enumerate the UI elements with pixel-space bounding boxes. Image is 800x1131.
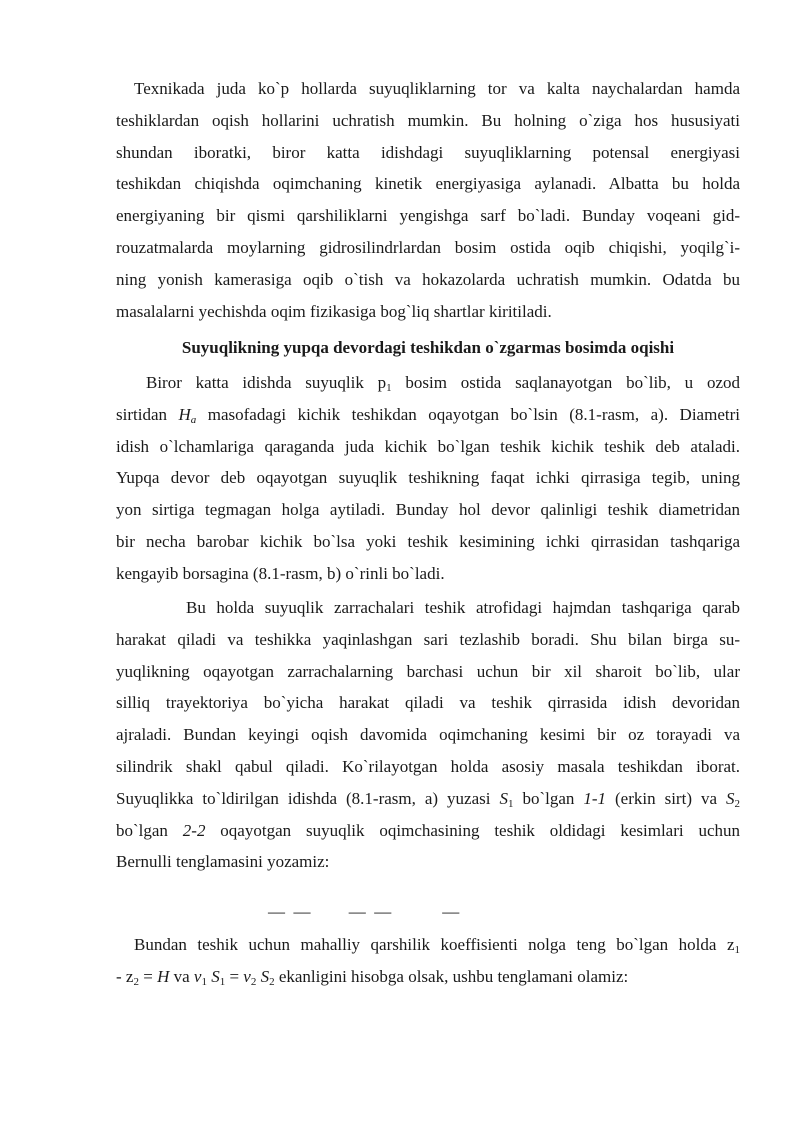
text-line: yuqlikning oqayotgan zarrachalarning barchasi uchun bir xil sharoit bo`lib, ular — [116, 661, 740, 681]
text-line: Suyuqlikka to`ldirilgan idishda (8.1-rasm, a) yuzasi $S_1$ bo`lgan 1-1 (erkin sirt) va $S_2$ — [116, 788, 740, 810]
text-line: - $z_2 = H$ va $v_1$ $S_1 = v_2$ $S_2$ ekanligini hisobga olsak, ushbu tenglamani olamiz: — [116, 966, 629, 988]
text-line: Yupqa devor deb oqayotgan suyuqlik teshikning faqat ichki qirrasiga tegib, uning — [116, 468, 740, 488]
text-line: idish o`lchamlariga qaraganda juda kichik bo`lgan teshik kichik teshik deb ataladi. — [116, 436, 740, 456]
text-line: Bu holda suyuqlik zarrachalari teshik atrofidagi hajmdan tashqariga qarab — [186, 598, 740, 617]
text-line: shundan iboratki, biror katta idishdagi suyuqliklarning potensal energiyasi — [116, 142, 740, 162]
text-line: ning yonish kamerasiga oqib o`tish va hokazolarda uchratish mumkin. Odatda bu — [116, 269, 740, 289]
text-line: masalalarni yechishda oqim fizikasiga bog`liq shartlar kiritiladi. — [116, 301, 552, 321]
text-line: teshikdan chiqishda oqimchaning kinetik energiyasiga aylanadi. Albatta bu holda — [116, 174, 740, 194]
text-line: teshiklardan oqish hollarini uchratish mumkin. Bu holning o`ziga hos hususiyati — [116, 110, 740, 130]
text-line: Biror katta idishda suyuqlik $p_1$ bosim ostida saqlanayotgan bo`lib, u ozod — [146, 373, 740, 394]
text-line: silliq trayektoriya bo`yicha harakat qiladi va teshik qirrasida idish devoridan — [116, 693, 740, 713]
text-line: bo`lgan 2-2 oqayotgan suyuqlik oqimchasining teshik oldidagi kesimlari uchun — [116, 820, 740, 840]
text-line: energiyaning bir qismi qarshiliklarni yengishga sarf bo`ladi. Bunday voqeani gid- — [116, 206, 740, 226]
text-line: rouzatmalarda moylarning gidrosilindrlardan bosim ostida oqib chiqishi, yoqilg`i- — [116, 237, 740, 257]
paragraph-intro — [116, 73, 740, 327]
equation-placeholder: — — — — — — [268, 902, 460, 921]
paragraph-conclusion — [116, 929, 740, 993]
text-line: sirtidan $H_a$ masofadagi kichik teshikdan oqayotgan bo`lsin (8.1-rasm, a). Diametri — [116, 404, 740, 426]
text-line: bir necha barobar kichik bo`lsa yoki teshik kesimining ichki qirrasidan tashqariga — [116, 531, 740, 551]
section-title: Suyuqlikning yupqa devordagi teshikdan o`zgarmas bosimda oqishi — [181, 338, 675, 357]
text-line: kengayib borsagina (8.1-rasm, b) o`rinli bo`ladi. — [116, 563, 445, 583]
text-line: yon sirtiga tegmagan holga aytiladi. Bunday hol devor qalinligi teshik diametridan — [116, 500, 740, 520]
paragraph-definition — [116, 367, 740, 590]
text-line: silindrik shakl qabul qiladi. Ko`rilayotgan holda asosiy masala teshikdan iborat. — [116, 756, 740, 776]
paragraph-flow — [116, 592, 740, 878]
text-line: Texnikada juda ko`p hollarda suyuqliklarning tor va kalta naychalardan hamda — [134, 79, 740, 98]
text-line: harakat qiladi va teshikka yaqinlashgan sari tezlashib boradi. Shu bilan birga su- — [116, 629, 740, 649]
text-line: Bundan teshik uchun mahalliy qarshilik koeffisienti nolga teng bo`lgan holda $z_1$ — [134, 935, 740, 956]
text-line: Bernulli tenglamasini yozamiz: — [116, 852, 330, 872]
text-line: ajraladi. Bundan keyingi oqish davomida oqimchaning kesimi bir oz torayadi va — [116, 725, 740, 745]
